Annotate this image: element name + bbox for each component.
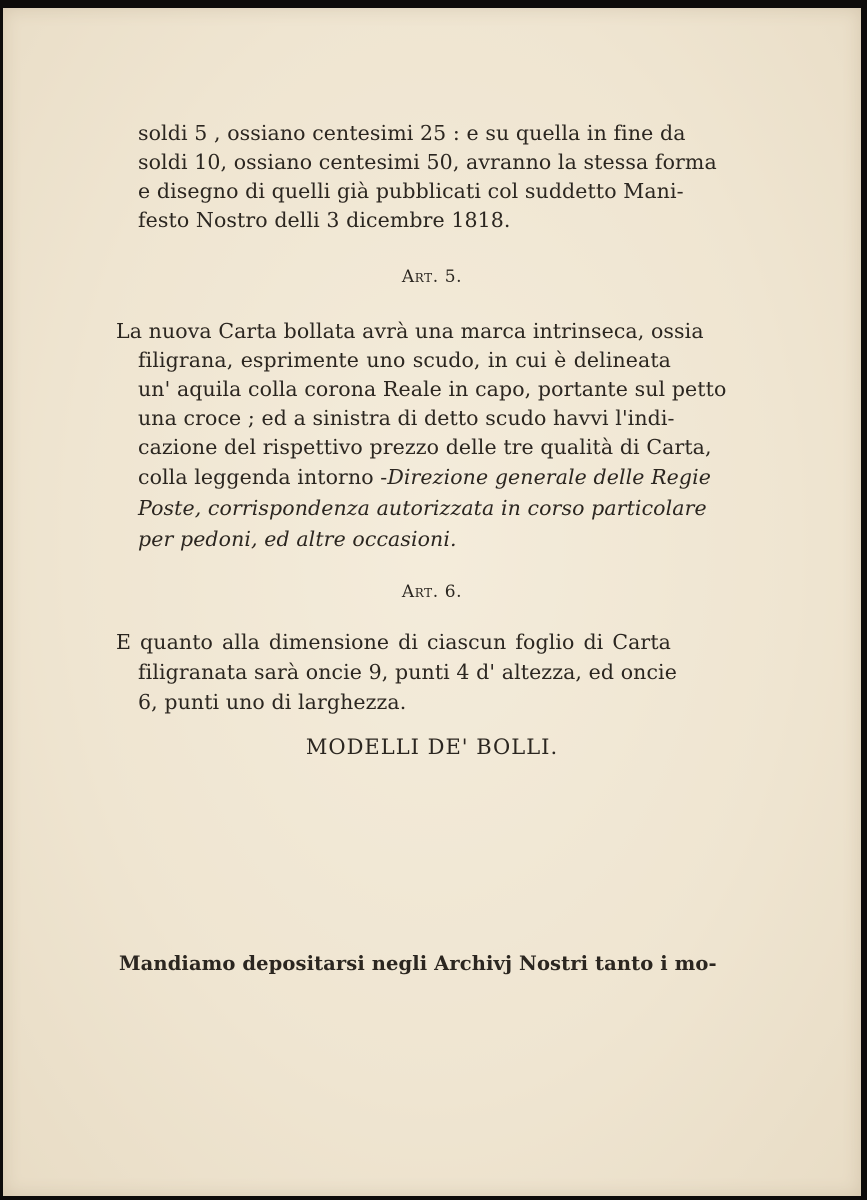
document-page — [3, 8, 861, 1196]
art5-line-6 — [138, 465, 712, 489]
section-title: MODELLI DE' BOLLI. — [305, 735, 559, 759]
art6-line-2: filigranata sarà oncie 9, punti 4 d' altezza, ed oncie — [138, 660, 677, 684]
art5-line-4: una croce ; ed a sinistra di detto scudo havvi l'indi- — [138, 406, 675, 430]
art5-line-5: cazione del rispettivo prezzo delle tre qualità di Carta, — [138, 435, 712, 459]
art5-line-1: La nuova Carta bollata avrà una marca intrinseca, ossia — [116, 319, 704, 343]
art5-line-6-roman: colla leggenda intorno - — [138, 465, 388, 489]
art5-line-3: un' aquila colla corona Reale in capo, portante sul petto — [138, 377, 727, 401]
paragraph1-line-3: e disegno di quelli già pubblicati col suddetto Mani- — [138, 179, 684, 203]
art5-line-8: per pedoni, ed altre occasioni. — [138, 527, 457, 551]
art6-heading: Art. 6. — [401, 582, 463, 602]
art5-heading: Art. 5. — [401, 267, 463, 287]
paragraph1-line-4: festo Nostro delli 3 dicembre 1818. — [138, 208, 511, 232]
paragraph1-line-2: soldi 10, ossiano centesimi 50, avranno la stessa forma — [138, 150, 717, 174]
art6-line-1: E quanto alla dimensione di ciascun foglio di Carta — [116, 630, 671, 654]
art5-line-7: Poste, corrispondenza autorizzata in corso particolare — [138, 496, 707, 520]
art5-line-2: filigrana, esprimente uno scudo, in cui è delineata — [138, 348, 671, 372]
paragraph1-line-1: soldi 5 , ossiano centesimi 25 : e su quella in fine da — [138, 121, 686, 145]
art6-line-3: 6, punti uno di larghezza. — [138, 690, 407, 714]
art5-line-6-italic: Direzione generale delle Regie — [387, 465, 712, 489]
closing-line: Mandiamo depositarsi negli Archivj Nostri tanto i mo- — [119, 952, 717, 975]
